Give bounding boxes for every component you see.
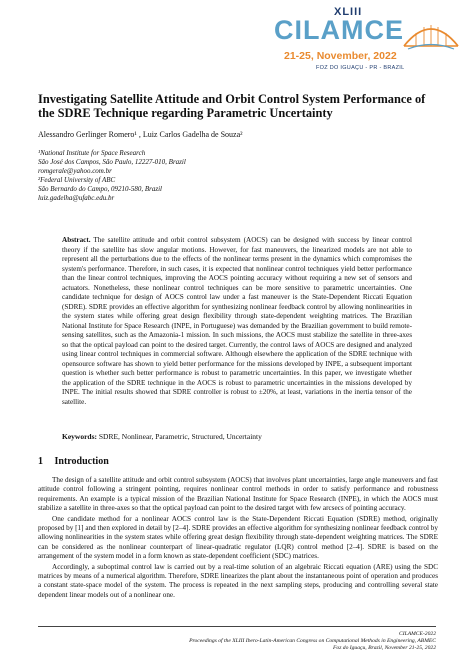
abstract-text: The satellite attitude and orbit control subsystem (AOCS) can be designed with success by linear control theory if the satellite has slow angular motions. However, for fast maneuvers, the linearized models are not able to represent all the perturbations due to the effects of the nonlinear terms present in the dynamics which compromises the system's performance. Therefore, in such cases, it is expected that nonlinear control techniques yield better performance than the linear control techniques, improving the AOCS pointing accuracy without requiring a new set of sensors and actuators. Nonetheless, these nonlinear control techniques can be more sensitive to parametric uncertainties. One candidate technique for design of AOCS control law under a fast maneuver is the State-Dependent Riccati Equation (SDRE). SDRE provides an effective algorithm for synthesizing nonlinear feedback control by allowing nonlinearities in the system states while offering great design flexibility through state-dependent weighting matrices. The Brazilian National Institute for Space Research (INPE, in Portuguese) was demanded by the Brazilian government to build remote-sensing satellites, such as the Amazonia-1 mission. In such missions, the AOCS must stabilize the satellite in three-axes so that the optical payload can point to the desired target. Currently, the control laws of AOCS are designed and analyzed using linear control techniques in commercial software. Although elsewhere the application of the SDRE technique with opensource software has shown to yield better performance for the missions developed by INPE, a subsequent important question is whether such better performance is robust to parametric uncertainties. In this paper, we investigate whether the application of the SDRE technique in the AOCS is robust to parametric uncertainties in the missions developed by INPE. The initial results showed that SDRE controller is robust to ±20%, at least, variations in the inertia tensor of the satellite. bbox=[62, 236, 412, 406]
abstract-label: Abstract. bbox=[62, 236, 91, 244]
footer-proceedings: Proceedings of the XLIII Ibero-Latin-American Congress on Computational Methods in Engineering, ABMEC bbox=[189, 638, 436, 644]
abstract bbox=[62, 236, 412, 407]
body-paragraph: The design of a satellite attitude and orbit control subsystem (AOCS) that involves plant uncertainties, large angle maneuvers and fast attitude control following a stringent pointing, requires nonlinear control methods in order to satisfy performance and robustness requirements. An example is a typical mission of the Brazilian National Institute for Space Research (INPE), in which the AOCS must stabilize a satellite in three-axes so that the optical payload can point to the desired target with few arcsecs of pointing accuracy. bbox=[38, 476, 438, 513]
footer-conference: CILAMCE-2022 bbox=[399, 631, 436, 637]
footer-divider bbox=[38, 626, 436, 627]
section-number: 1 bbox=[38, 456, 43, 467]
keywords-text: SDRE, Nonlinear, Parametric, Structured, Uncertainty bbox=[98, 432, 262, 441]
affiliation-line: São Bernardo do Campo, 09210-580, Brazil bbox=[38, 185, 162, 193]
section-heading bbox=[38, 456, 109, 467]
section-title: Introduction bbox=[54, 456, 109, 467]
page-footer bbox=[189, 631, 436, 652]
author-email[interactable]: luiz.gadelha@ufabc.edu.br bbox=[38, 194, 115, 202]
section-body bbox=[38, 476, 438, 601]
logo-edition: XLIII bbox=[334, 6, 363, 18]
affiliation-line: ²Federal University of ABC bbox=[38, 176, 116, 184]
body-paragraph: One candidate method for a nonlinear AOCS control law is the State-Dependent Riccati Equation (SDRE) method, originally proposed by [1] and then explored in detail by [2–4]. SDRE provides an effective algorithm for synthesizing nonlinear feedback control by allowing nonlinearities in the system states while offering great design flexibility through state-dependent weighting matrices. The SDRE can be considered as the nonlinear counterpart of linear-quadratic regulator (LQR) control method [2–4]. SDRE is based on the arrangement of the system model in a form known as state-dependent coefficient (SDC) matrices. bbox=[38, 514, 438, 561]
footer-location: Foz do Iguaçu, Brazil, November 21-25, 2022 bbox=[332, 645, 436, 651]
author-email[interactable]: romgerale@yahoo.com.br bbox=[38, 167, 112, 175]
affiliations bbox=[38, 149, 186, 203]
keywords-label: Keywords: bbox=[62, 432, 97, 441]
affiliation-line: São José dos Campos, São Paulo, 12227-010, Brazil bbox=[38, 158, 186, 166]
bridge-icon bbox=[402, 16, 460, 50]
keywords bbox=[62, 432, 262, 441]
paper-title: Investigating Satellite Attitude and Orbit Control System Performance of the SDRE Technique regarding Parametric Uncertainty bbox=[38, 92, 426, 120]
logo-name: CILAMCE bbox=[274, 15, 404, 45]
logo-dates: 21-25, November, 2022 bbox=[284, 50, 397, 62]
body-paragraph: Accordingly, a suboptimal control law is carried out by a real-time solution of an algebraic Riccati equation (ARE) using the SDC matrices by means of a numerical algorithm. Therefore, SDRE linearizes the plant about the instantaneous point of operation and produces a constant state-space model of the system. The process is repeated in the next sampling steps, producing and controlling several state dependent linear models out of a nonlinear one. bbox=[38, 562, 438, 599]
logo-place: FOZ DO IGUAÇU - PR - BRAZIL bbox=[316, 65, 405, 71]
affiliation-line: ¹National Institute for Space Research bbox=[38, 149, 146, 157]
paper-authors: Alessandro Gerlinger Romero¹ , Luiz Carlos Gadelha de Souza² bbox=[38, 130, 243, 139]
conference-logo bbox=[272, 6, 462, 86]
